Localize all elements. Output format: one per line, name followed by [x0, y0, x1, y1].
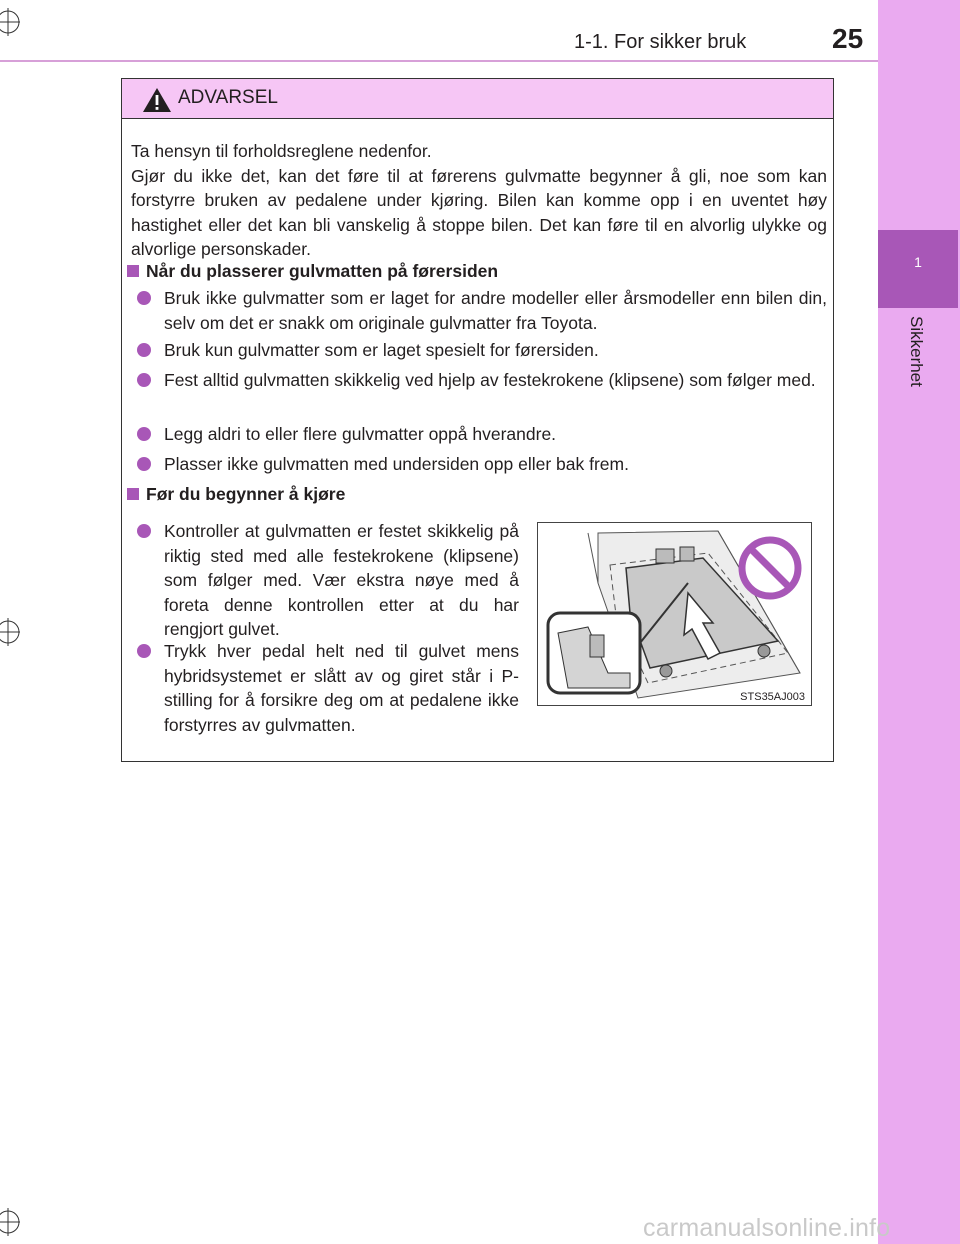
bullet-dot-icon — [137, 343, 151, 357]
page-number: 25 — [832, 23, 864, 54]
warning-box — [121, 78, 834, 762]
list-item — [137, 452, 827, 477]
section-heading-driver-side — [127, 259, 498, 283]
chapter-label: Sikkerhet — [907, 316, 926, 387]
intro-body: Gjør du ikke det, kan det føre til at førerens gulvmatte begynner å gli, noe som kan forstyrre bruken av pedalene under kjøring. Bilen kan komme opp i en uventet høy hastighet eller det kan bli vanskelig å stoppe bilen. Det kan føre til en alvorlig ulykke og alvorlige personskader. — [131, 165, 827, 259]
list-item — [137, 286, 827, 335]
chapter-side-tab — [878, 0, 960, 1244]
section-title: 1-1. For sikker bruk — [574, 31, 747, 53]
list-item — [137, 422, 827, 447]
bullet-dot-icon — [137, 427, 151, 441]
warning-triangle-icon — [142, 87, 172, 113]
bullet-dot-icon — [137, 291, 151, 305]
list-item-text: Kontroller at gulvmatten er festet skikkelig på riktig sted med alle festekrokene (klipsene) som følger med. Vær ekstra nøye med å foreta denne kontrollen etter at du har rengjort gulvet. — [164, 521, 519, 639]
bullet-dot-icon — [137, 524, 151, 538]
list-item-text: Plasser ikke gulvmatten med undersiden opp eller bak frem. — [164, 454, 629, 474]
warning-header — [122, 79, 833, 119]
list-item-text: Trykk hver pedal helt ned til gulvet mens hybridsystemet er slått av og giret står i P-stilling for å forsikre deg om at pedalene ikke forstyrres av gulvmatten. — [164, 641, 519, 735]
list-item-text: Legg aldri to eller flere gulvmatter oppå hverandre. — [164, 424, 557, 444]
chapter-number: 1 — [878, 230, 958, 308]
bullet-dot-icon — [137, 644, 151, 658]
section-heading-text: Når du plasserer gulvmatten på førersiden — [146, 261, 499, 281]
list-item-text: Bruk kun gulvmatter som er laget spesielt for førersiden. — [164, 340, 599, 360]
warning-title: ADVARSEL — [178, 87, 278, 108]
square-bullet-icon — [127, 488, 139, 500]
section-heading-before-driving — [127, 482, 345, 506]
header-rule — [0, 60, 878, 62]
square-bullet-icon — [127, 265, 139, 277]
list-item-text: Bruk ikke gulvmatter som er laget for andre modeller eller årsmodeller enn bilen din, selv om det er snakk om originale gulvmatter fra Toyota. — [164, 288, 827, 333]
list-item — [137, 639, 519, 737]
floor-mat-drawing — [538, 523, 811, 705]
bullet-dot-icon — [137, 373, 151, 387]
figure-code: STS35AJ003 — [740, 691, 805, 703]
list-item — [137, 338, 827, 363]
bullet-dot-icon — [137, 457, 151, 471]
list-item-text: Fest alltid gulvmatten skikkelig ved hjelp av festekrokene (klipsene) som følger med. — [164, 370, 816, 390]
list-item — [137, 519, 519, 642]
intro-first-line: Ta hensyn til forholdsreglene nedenfor. — [131, 141, 432, 161]
list-item — [137, 368, 827, 393]
chapter-label-wrap — [900, 316, 940, 416]
warning-intro — [131, 139, 827, 262]
floor-mat-illustration — [537, 522, 812, 706]
watermark: carmanualsonline.info — [643, 1214, 891, 1242]
section-heading-text: Før du begynner å kjøre — [146, 484, 346, 504]
